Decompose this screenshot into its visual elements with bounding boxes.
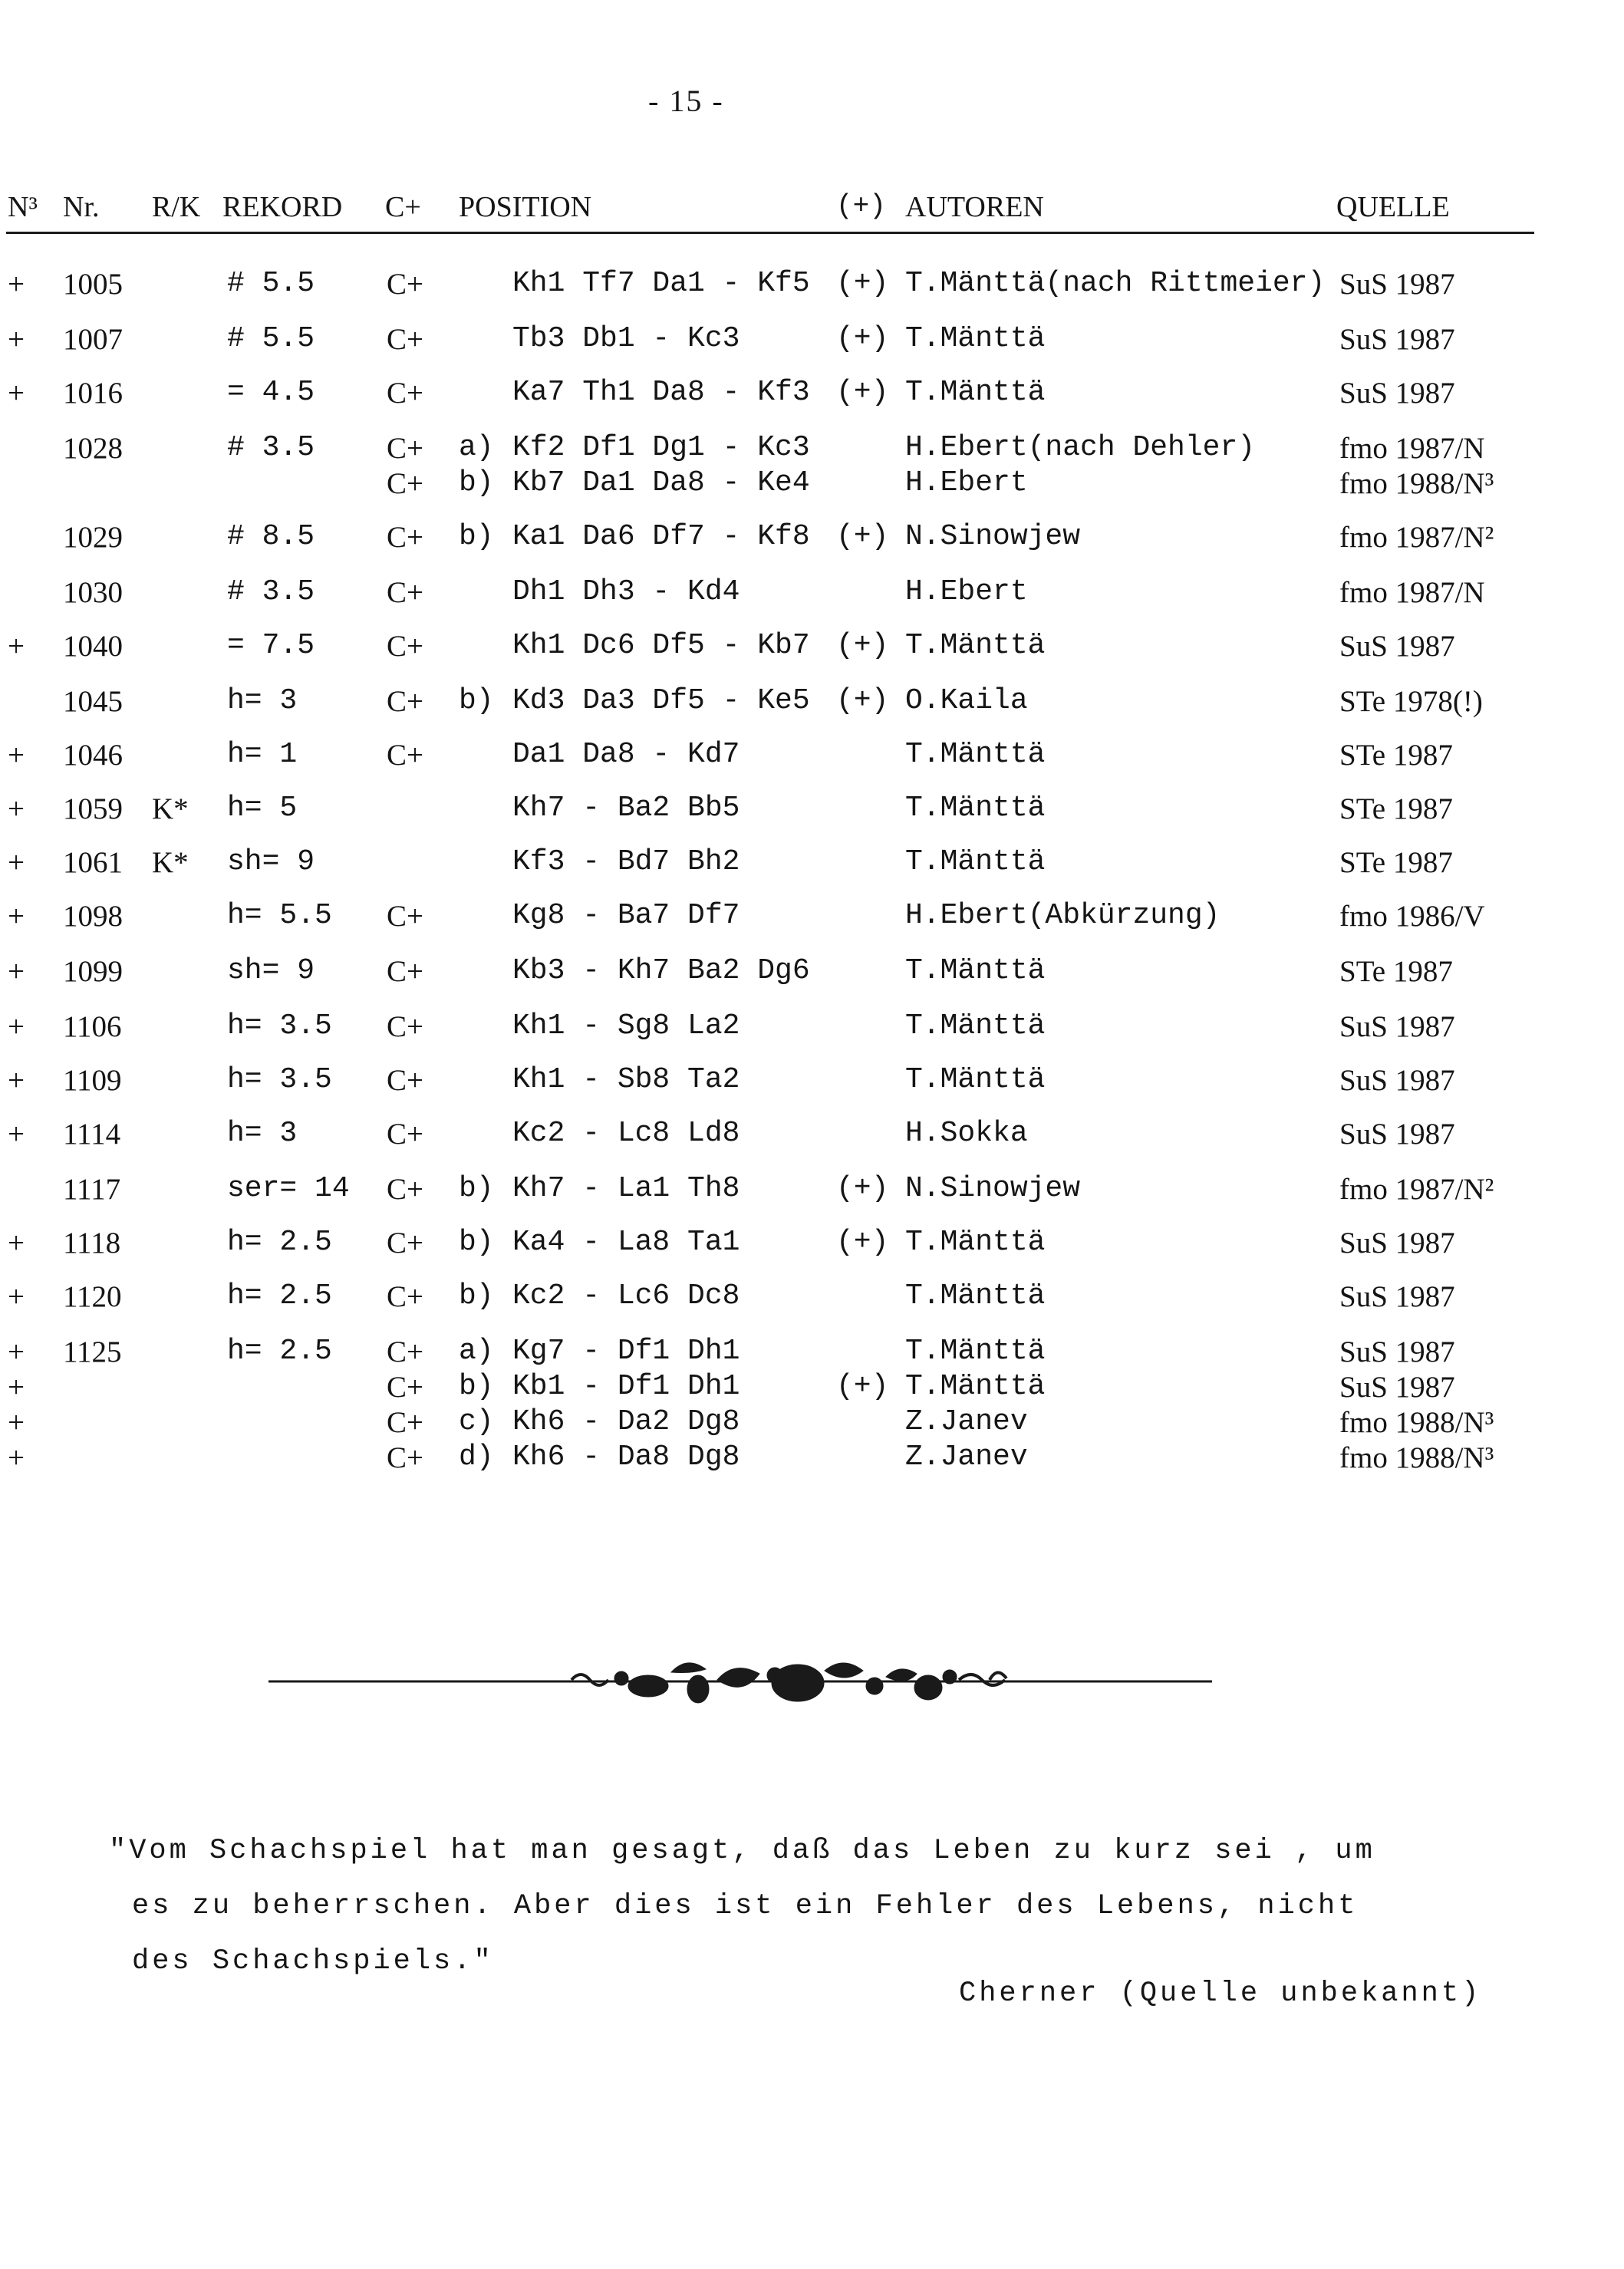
cell-flag: + <box>8 846 25 879</box>
cell-position: Kh1 Tf7 Da1 - Kf5 <box>512 267 810 300</box>
cell-nr: 1016 <box>63 377 123 410</box>
cell-autor: T.Mänttä <box>905 1226 1046 1259</box>
cell-flag: + <box>8 792 25 825</box>
cell-position: Kc2 - Lc6 Dc8 <box>512 1279 740 1312</box>
cell-rekord: sh= 9 <box>227 845 315 878</box>
header-cplus: C+ <box>385 191 421 223</box>
cell-flag: + <box>8 1406 25 1439</box>
cell-nr: 1045 <box>63 685 123 718</box>
cell-nr: 1098 <box>63 900 123 933</box>
cell-rekord: h= 3.5 <box>227 1009 332 1042</box>
cell-position: Ka1 Da6 Df7 - Kf8 <box>512 520 810 553</box>
cell-var: a) <box>459 1335 494 1368</box>
cell-cplus: C+ <box>387 1010 424 1043</box>
header-flag: N³ <box>8 191 38 223</box>
cell-cplus: C+ <box>387 521 424 554</box>
cell-quelle: STe 1978(!) <box>1339 685 1483 718</box>
cell-autor: H.Ebert <box>905 466 1028 499</box>
cell-cplus: C+ <box>387 1441 424 1474</box>
cell-autor: H.Sokka <box>905 1117 1028 1150</box>
cell-flag: + <box>8 1064 25 1097</box>
cell-plus: (+) <box>836 1226 889 1259</box>
cell-cplus: C+ <box>387 1406 424 1439</box>
cell-rekord: h= 5 <box>227 792 298 825</box>
cell-nr: 1114 <box>63 1118 121 1151</box>
cell-quelle: SuS 1987 <box>1339 1010 1455 1043</box>
cell-flag: + <box>8 323 25 356</box>
cell-autor: T.Mänttä <box>905 376 1046 409</box>
cell-cplus: C+ <box>387 685 424 718</box>
cell-quelle: fmo 1987/N² <box>1339 1173 1494 1206</box>
cell-nr: 1061 <box>63 846 123 879</box>
quote-line-3: des Schachspiels." <box>132 1945 494 1978</box>
cell-nr: 1106 <box>63 1010 122 1043</box>
cell-rekord: h= 5.5 <box>227 899 332 932</box>
cell-quelle: STe 1987 <box>1339 739 1453 772</box>
header-position: POSITION <box>459 191 592 223</box>
header-rule <box>6 232 1534 234</box>
cell-plus: (+) <box>836 1370 889 1403</box>
cell-flag: + <box>8 1010 25 1043</box>
cell-autor: T.Mänttä <box>905 1063 1046 1096</box>
quote-attribution: Cherner (Quelle unbekannt) <box>959 1978 1482 2010</box>
cell-autor: O.Kaila <box>905 684 1028 717</box>
cell-autor: T.Mänttä <box>905 1370 1046 1403</box>
cell-rekord: sh= 9 <box>227 954 315 987</box>
cell-var: b) <box>459 684 494 717</box>
cell-nr: 1005 <box>63 268 123 301</box>
cell-position: Ka7 Th1 Da8 - Kf3 <box>512 376 810 409</box>
decorative-divider-ornament <box>268 1649 1212 1711</box>
cell-cplus: C+ <box>387 1118 424 1151</box>
cell-quelle: SuS 1987 <box>1339 1280 1455 1313</box>
cell-autor: N.Sinowjew <box>905 520 1081 553</box>
cell-cplus: C+ <box>387 900 424 933</box>
cell-nr: 1007 <box>63 323 123 356</box>
cell-autor: T.Mänttä(nach Rittmeier) <box>905 267 1326 300</box>
cell-position: Kh7 - La1 Th8 <box>512 1172 740 1205</box>
cell-position: Kb1 - Df1 Dh1 <box>512 1370 740 1403</box>
cell-rekord: h= 2.5 <box>227 1226 332 1259</box>
cell-position: Kf3 - Bd7 Bh2 <box>512 845 740 878</box>
cell-var: a) <box>459 431 494 464</box>
cell-quelle: SuS 1987 <box>1339 1118 1455 1151</box>
cell-nr: 1118 <box>63 1227 121 1260</box>
cell-rekord: h= 2.5 <box>227 1335 332 1368</box>
cell-cplus: C+ <box>387 1371 424 1404</box>
cell-nr: 1030 <box>63 576 123 609</box>
cell-cplus: C+ <box>387 955 424 988</box>
cell-cplus: C+ <box>387 1335 424 1368</box>
cell-rekord: # 5.5 <box>227 267 315 300</box>
cell-rekord: = 4.5 <box>227 376 315 409</box>
cell-rekord: h= 3 <box>227 684 298 717</box>
cell-nr: 1099 <box>63 955 123 988</box>
cell-autor: H.Ebert(Abkürzung) <box>905 899 1220 932</box>
cell-autor: N.Sinowjew <box>905 1172 1081 1205</box>
cell-quelle: SuS 1987 <box>1339 630 1455 663</box>
cell-nr: 1059 <box>63 792 123 825</box>
cell-var: d) <box>459 1441 494 1474</box>
cell-quelle: STe 1987 <box>1339 846 1453 879</box>
cell-nr: 1029 <box>63 521 123 554</box>
cell-rk: K* <box>152 846 189 879</box>
page-number: - 15 - <box>648 84 724 118</box>
cell-position: Kh6 - Da8 Dg8 <box>512 1441 740 1474</box>
cell-nr: 1046 <box>63 739 123 772</box>
cell-rekord: ser= 14 <box>227 1172 350 1205</box>
cell-cplus: C+ <box>387 268 424 301</box>
cell-rekord: # 3.5 <box>227 575 315 608</box>
cell-rekord: = 7.5 <box>227 629 315 662</box>
cell-var: b) <box>459 1370 494 1403</box>
cell-nr: 1109 <box>63 1064 122 1097</box>
cell-quelle: SuS 1987 <box>1339 323 1455 356</box>
cell-autor: H.Ebert <box>905 575 1028 608</box>
cell-rekord: # 3.5 <box>227 431 315 464</box>
cell-flag: + <box>8 377 25 410</box>
cell-flag: + <box>8 1371 25 1404</box>
cell-autor: T.Mänttä <box>905 629 1046 662</box>
cell-position: Kb3 - Kh7 Ba2 Dg6 <box>512 954 810 987</box>
cell-quelle: STe 1987 <box>1339 955 1453 988</box>
cell-nr: 1040 <box>63 630 123 663</box>
cell-rekord: h= 3.5 <box>227 1063 332 1096</box>
cell-position: Kb7 Da1 Da8 - Ke4 <box>512 466 810 499</box>
cell-cplus: C+ <box>387 467 424 500</box>
cell-position: Kh1 - Sb8 Ta2 <box>512 1063 740 1096</box>
cell-quelle: STe 1987 <box>1339 792 1453 825</box>
cell-cplus: C+ <box>387 739 424 772</box>
header-quelle: QUELLE <box>1336 191 1450 223</box>
cell-cplus: C+ <box>387 1173 424 1206</box>
cell-plus: (+) <box>836 376 889 409</box>
cell-quelle: SuS 1987 <box>1339 268 1455 301</box>
cell-autor: T.Mänttä <box>905 738 1046 771</box>
cell-autor: T.Mänttä <box>905 845 1046 878</box>
cell-var: c) <box>459 1405 494 1438</box>
cell-var: b) <box>459 1226 494 1259</box>
cell-quelle: fmo 1988/N³ <box>1339 467 1494 500</box>
cell-cplus: C+ <box>387 1227 424 1260</box>
cell-quelle: fmo 1988/N³ <box>1339 1441 1494 1474</box>
cell-quelle: SuS 1987 <box>1339 377 1455 410</box>
cell-quelle: fmo 1987/N <box>1339 576 1485 609</box>
cell-plus: (+) <box>836 684 889 717</box>
cell-position: Kh1 Dc6 Df5 - Kb7 <box>512 629 810 662</box>
cell-quelle: SuS 1987 <box>1339 1064 1455 1097</box>
cell-var: b) <box>459 1172 494 1205</box>
cell-quelle: fmo 1988/N³ <box>1339 1406 1494 1439</box>
cell-quelle: SuS 1987 <box>1339 1371 1455 1404</box>
cell-cplus: C+ <box>387 1280 424 1313</box>
cell-var: b) <box>459 466 494 499</box>
cell-position: Kh1 - Sg8 La2 <box>512 1009 740 1042</box>
cell-quelle: fmo 1987/N <box>1339 432 1485 465</box>
cell-position: Da1 Da8 - Kd7 <box>512 738 740 771</box>
cell-quelle: fmo 1987/N² <box>1339 521 1494 554</box>
cell-cplus: C+ <box>387 630 424 663</box>
header-rekord: REKORD <box>222 191 343 223</box>
cell-flag: + <box>8 739 25 772</box>
cell-rekord: h= 3 <box>227 1117 298 1150</box>
cell-cplus: C+ <box>387 377 424 410</box>
cell-flag: + <box>8 1280 25 1313</box>
cell-flag: + <box>8 1441 25 1474</box>
cell-position: Kg8 - Ba7 Df7 <box>512 899 740 932</box>
cell-rk: K* <box>152 792 189 825</box>
cell-nr: 1125 <box>63 1335 122 1368</box>
cell-autor: T.Mänttä <box>905 322 1046 355</box>
cell-autor: H.Ebert(nach Dehler) <box>905 431 1256 464</box>
cell-flag: + <box>8 1335 25 1368</box>
cell-position: Dh1 Dh3 - Kd4 <box>512 575 740 608</box>
cell-var: b) <box>459 520 494 553</box>
cell-flag: + <box>8 630 25 663</box>
cell-cplus: C+ <box>387 576 424 609</box>
cell-rekord: # 8.5 <box>227 520 315 553</box>
cell-rekord: # 5.5 <box>227 322 315 355</box>
cell-position: Kh7 - Ba2 Bb5 <box>512 792 740 825</box>
cell-position: Kc2 - Lc8 Ld8 <box>512 1117 740 1150</box>
cell-autor: Z.Janev <box>905 1441 1028 1474</box>
cell-position: Tb3 Db1 - Kc3 <box>512 322 740 355</box>
header-rk: R/K <box>152 191 201 223</box>
cell-cplus: C+ <box>387 1064 424 1097</box>
cell-quelle: SuS 1987 <box>1339 1335 1455 1368</box>
cell-quelle: fmo 1986/V <box>1339 900 1485 933</box>
cell-autor: T.Mänttä <box>905 1279 1046 1312</box>
cell-plus: (+) <box>836 1172 889 1205</box>
cell-plus: (+) <box>836 520 889 553</box>
cell-position: Kh6 - Da2 Dg8 <box>512 1405 740 1438</box>
cell-autor: Z.Janev <box>905 1405 1028 1438</box>
cell-flag: + <box>8 955 25 988</box>
cell-nr: 1028 <box>63 432 123 465</box>
quote-line-1: "Vom Schachspiel hat man gesagt, daß das Leben zu kurz sei , um <box>109 1835 1375 1867</box>
cell-flag: + <box>8 268 25 301</box>
cell-flag: + <box>8 1118 25 1151</box>
cell-position: Kd3 Da3 Df5 - Ke5 <box>512 684 810 717</box>
cell-rekord: h= 1 <box>227 738 298 771</box>
cell-flag: + <box>8 900 25 933</box>
cell-autor: T.Mänttä <box>905 792 1046 825</box>
cell-autor: T.Mänttä <box>905 954 1046 987</box>
cell-rekord: h= 2.5 <box>227 1279 332 1312</box>
cell-cplus: C+ <box>387 323 424 356</box>
cell-position: Ka4 - La8 Ta1 <box>512 1226 740 1259</box>
cell-flag: + <box>8 1227 25 1260</box>
cell-cplus: C+ <box>387 432 424 465</box>
cell-plus: (+) <box>836 267 889 300</box>
header-autoren: AUTOREN <box>905 191 1044 223</box>
cell-autor: T.Mänttä <box>905 1335 1046 1368</box>
quote-line-2: es zu beherrschen. Aber dies ist ein Fehler des Lebens, nicht <box>132 1890 1359 1922</box>
cell-nr: 1120 <box>63 1280 122 1313</box>
header-nr: Nr. <box>63 191 100 223</box>
cell-autor: T.Mänttä <box>905 1009 1046 1042</box>
cell-plus: (+) <box>836 629 889 662</box>
cell-quelle: SuS 1987 <box>1339 1227 1455 1260</box>
cell-position: Kg7 - Df1 Dh1 <box>512 1335 740 1368</box>
cell-position: Kf2 Df1 Dg1 - Kc3 <box>512 431 810 464</box>
cell-nr: 1117 <box>63 1173 121 1206</box>
cell-var: b) <box>459 1279 494 1312</box>
header-plus: (+) <box>836 190 886 222</box>
cell-plus: (+) <box>836 322 889 355</box>
